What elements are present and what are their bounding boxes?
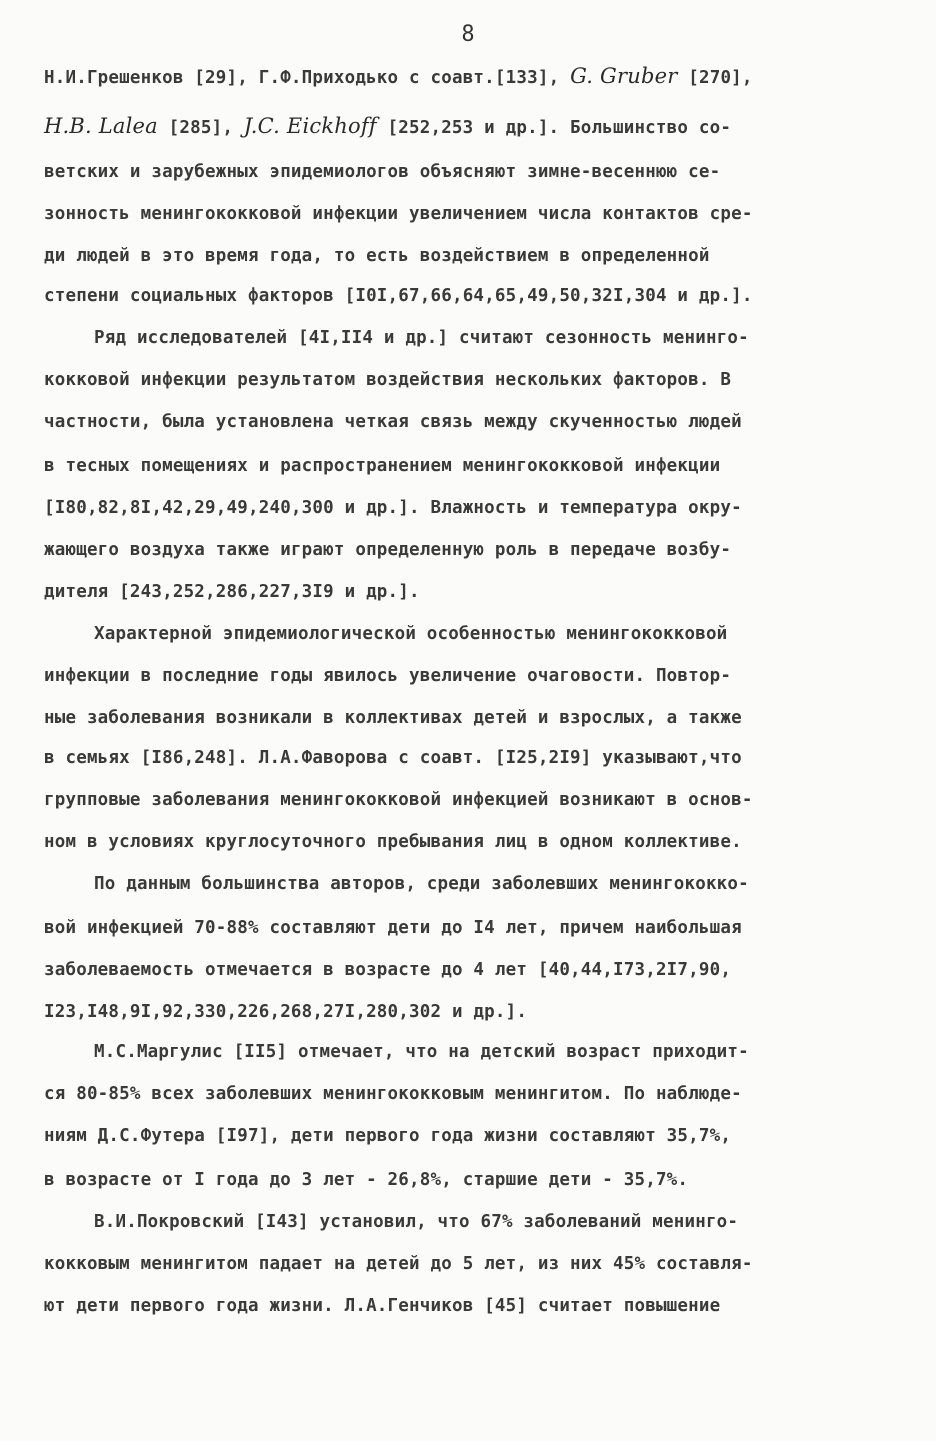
text-line — [44, 958, 731, 982]
line-text: Н.И.Грешенков [29], Г.Ф.Приходько с соавт.[133], — [44, 68, 571, 88]
text-line — [44, 1252, 753, 1276]
line-text: ные заболевания возникали в коллективах детей и взрослых, а также — [44, 708, 742, 728]
text-line — [44, 706, 742, 730]
text-line — [94, 1040, 749, 1064]
text-line — [44, 746, 742, 770]
line-text: частности, была установлена четкая связь между скученностью людей — [44, 412, 742, 432]
line-text: групповые заболевания менингококковой инфекцией возникают в основ- — [44, 790, 753, 810]
line-text: кокковой инфекции результатом воздействия нескольких факторов. В — [44, 370, 732, 390]
line-text: ном в условиях круглосуточного пребывания лиц в одном коллективе. — [44, 832, 742, 852]
text-line — [94, 1210, 738, 1234]
line-text: в тесных помещениях и распространением менингококковой инфекции — [44, 456, 721, 476]
text-line — [44, 1000, 527, 1024]
text-line — [44, 496, 742, 520]
line-text: жающего воздуха также играют определенную роль в передаче возбу- — [44, 540, 732, 560]
line-text: зонность менингококковой инфекции увеличением числа контактов сре- — [44, 204, 753, 224]
line-text: инфекции в последние годы явилось увеличение очаговости. Повтор- — [44, 666, 732, 686]
text-line — [44, 1124, 731, 1148]
line-text: [I80,82,8I,42,29,49,240,300 и др.]. Влажность и температура окру- — [44, 498, 742, 518]
line-text: I23,I48,9I,92,330,226,268,27I,280,302 и др.]. — [44, 1002, 528, 1022]
line-text: кокковым менингитом падает на детей до 5 лет, из них 45% составля- — [44, 1254, 753, 1274]
line-text: Ряд исследователей [4I,II4 и др.] считают сезонность менинго- — [94, 328, 749, 348]
line-text: ди людей в это время года, то есть воздействием в определенной — [44, 246, 710, 266]
text-line — [44, 1082, 742, 1106]
handwritten-author-name: H.B. Lalea — [44, 114, 158, 138]
line-text: [285], — [157, 118, 244, 138]
line-text: в возрасте от I года до 3 лет - 26,8%, старшие дети - 35,7%. — [44, 1170, 689, 1190]
line-text: Характерной эпидемиологической особенностью менингококковой — [94, 624, 728, 644]
line-text: в семьях [I86,248]. Л.А.Фаворова с соавт. [I25,2I9] указывают,что — [44, 748, 742, 768]
text-line — [44, 664, 731, 688]
text-line — [44, 64, 753, 90]
text-line — [44, 284, 753, 308]
page-number: 8 — [461, 22, 475, 47]
text-line — [94, 622, 727, 646]
text-line — [44, 244, 710, 268]
line-text: ся 80-85% всех заболевших менингококковым менингитом. По наблюде- — [44, 1084, 742, 1104]
text-line — [44, 160, 720, 184]
line-text: [270], — [677, 68, 753, 88]
text-line — [44, 916, 742, 940]
line-text: В.И.Покровский [I43] установил, что 67% заболеваний менинго- — [94, 1212, 739, 1232]
text-line — [44, 788, 753, 812]
line-text: ветских и зарубежных эпидемиологов объясняют зимне-весеннюю се- — [44, 162, 721, 182]
line-text: дителя [243,252,286,227,3I9 и др.]. — [44, 582, 420, 602]
text-line — [44, 454, 720, 478]
line-text: ют дети первого года жизни. Л.А.Генчиков [45] считает повышение — [44, 1296, 721, 1316]
line-text: ниям Д.С.Футера [I97], дети первого года жизни составляют 35,7%, — [44, 1126, 732, 1146]
text-line — [44, 1168, 688, 1192]
line-text: По данным большинства авторов, среди заболевших менингококко- — [94, 874, 749, 894]
text-line — [94, 326, 749, 350]
line-text: М.С.Маргулис [II5] отмечает, что на детский возраст приходит- — [94, 1042, 749, 1062]
text-line — [44, 368, 731, 392]
text-line — [44, 580, 420, 604]
text-line — [44, 1294, 720, 1318]
text-line — [44, 410, 742, 434]
text-line — [94, 872, 749, 896]
line-text: степени социальных факторов [I0I,67,66,64,65,49,50,32I,304 и др.]. — [44, 286, 753, 306]
handwritten-author-name: G. Gruber — [570, 64, 678, 88]
text-line — [44, 830, 742, 854]
line-text: вой инфекцией 70-88% составляют дети до I4 лет, причем наибольшая — [44, 918, 742, 938]
text-line — [44, 538, 731, 562]
line-text: заболеваемость отмечается в возрасте до 4 лет [40,44,I73,2I7,90, — [44, 960, 732, 980]
line-text: [252,253 и др.]. Большинство со- — [376, 118, 732, 138]
handwritten-author-name: J.C. Eickhoff — [243, 114, 377, 138]
text-line — [44, 114, 731, 140]
text-line — [44, 202, 753, 226]
